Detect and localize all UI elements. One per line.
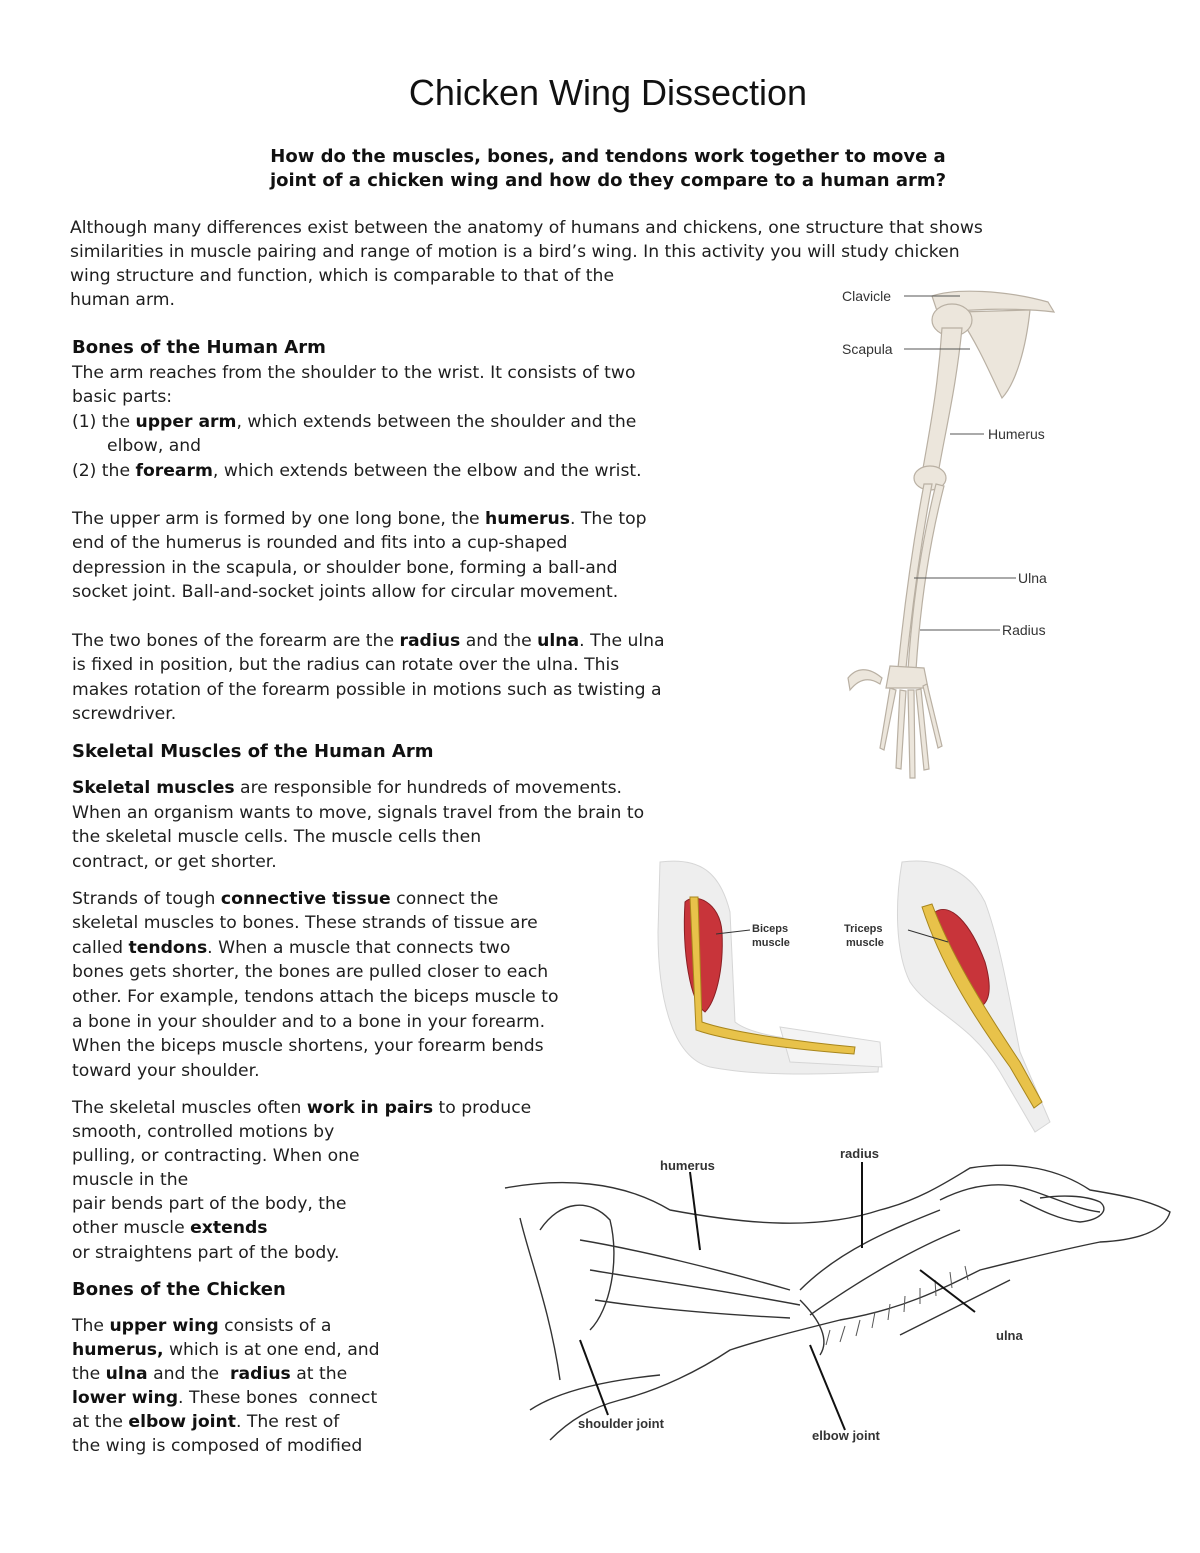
section-heading-skeletal-muscles: Skeletal Muscles of the Human Arm xyxy=(72,741,434,762)
paragraph-line: at the elbow joint. The rest of xyxy=(72,1412,340,1432)
paragraph-line: When the biceps muscle shortens, your forearm bends xyxy=(72,1036,544,1056)
guiding-question-line-2: joint of a chicken wing and how do they compare to a human arm? xyxy=(269,170,947,191)
label-humerus: humerus xyxy=(660,1158,715,1173)
paragraph-line: socket joint. Ball-and-socket joints allow for circular movement. xyxy=(72,582,619,602)
paragraph-line: smooth, controlled motions by xyxy=(72,1122,335,1142)
paragraph-line: lower wing. These bones connect xyxy=(72,1388,378,1408)
paragraph-line: end of the humerus is rounded and fits into a cup-shaped xyxy=(72,533,568,553)
paragraph-line: muscle in the xyxy=(72,1170,189,1190)
label-clavicle: Clavicle xyxy=(842,288,892,304)
paragraph-line: is fixed in position, but the radius can rotate over the ulna. This xyxy=(72,655,620,675)
list-item-upper-arm: (1) the upper arm, which extends between the shoulder and the xyxy=(72,412,637,432)
paragraph-line: bones gets shorter, the bones are pulled closer to each xyxy=(72,962,549,982)
label-radius: Radius xyxy=(1002,622,1046,638)
paragraph-line: basic parts: xyxy=(72,387,173,407)
list-item-forearm: (2) the forearm, which extends between the elbow and the wrist. xyxy=(72,461,642,481)
paragraph-line: pair bends part of the body, the xyxy=(72,1194,347,1214)
biceps-triceps-figure xyxy=(640,852,1130,1142)
intro-line: human arm. xyxy=(70,290,175,310)
paragraph-line: other. For example, tendons attach the biceps muscle to xyxy=(72,987,559,1007)
paragraph-line: Skeletal muscles are responsible for hundreds of movements. xyxy=(72,778,622,798)
chicken-wing-diagram xyxy=(500,1140,1180,1480)
label-ulna: Ulna xyxy=(1018,570,1047,586)
list-item-continuation: elbow, and xyxy=(107,436,202,456)
paragraph-line: screwdriver. xyxy=(72,704,177,724)
paragraph-line: the skeletal muscle cells. The muscle cells then xyxy=(72,827,482,847)
intro-line: Although many differences exist between the anatomy of humans and chickens, one structure that shows xyxy=(70,218,983,238)
paragraph-line: contract, or get shorter. xyxy=(72,852,277,872)
paragraph-line: When an organism wants to move, signals travel from the brain to xyxy=(72,803,645,823)
label-shoulder-joint: shoulder joint xyxy=(578,1416,664,1431)
label-biceps-line-1: Biceps xyxy=(752,923,789,935)
paragraph-line: or straightens part of the body. xyxy=(72,1243,340,1263)
paragraph-line: pulling, or contracting. When one xyxy=(72,1146,360,1166)
guiding-question-line-1: How do the muscles, bones, and tendons work together to move a xyxy=(270,146,946,167)
paragraph-line: the wing is composed of modified xyxy=(72,1436,363,1456)
paragraph-line: the ulna and the radius at the xyxy=(72,1364,348,1384)
paragraph-line: called tendons. When a muscle that connects two xyxy=(72,938,511,958)
paragraph-line: The upper wing consists of a xyxy=(72,1316,332,1336)
section-heading-bones-human-arm: Bones of the Human Arm xyxy=(72,337,326,358)
label-triceps-line-1: Triceps xyxy=(844,923,883,935)
label-scapula: Scapula xyxy=(842,341,893,357)
section-heading-bones-chicken: Bones of the Chicken xyxy=(72,1279,286,1300)
label-ulna: ulna xyxy=(996,1328,1023,1343)
paragraph-line: other muscle extends xyxy=(72,1218,268,1238)
paragraph-line: The two bones of the forearm are the radius and the ulna. The ulna xyxy=(72,631,665,651)
paragraph-line: a bone in your shoulder and to a bone in your forearm. xyxy=(72,1012,546,1032)
paragraph-line: toward your shoulder. xyxy=(72,1061,260,1081)
label-biceps-line-2: muscle xyxy=(752,937,790,949)
humerus-bone xyxy=(922,328,962,474)
label-humerus: Humerus xyxy=(988,426,1045,442)
label-triceps-line-2: muscle xyxy=(846,937,884,949)
paragraph-line: The upper arm is formed by one long bone, the humerus. The top xyxy=(72,509,647,529)
paragraph-line: The skeletal muscles often work in pairs to produce xyxy=(72,1098,532,1118)
paragraph-line: makes rotation of the forearm possible in motions such as twisting a xyxy=(72,680,662,700)
human-arm-skeleton-figure xyxy=(820,278,1070,798)
paragraph-line: depression in the scapula, or shoulder bone, forming a ball-and xyxy=(72,558,618,578)
label-radius: radius xyxy=(840,1146,880,1161)
skeleton-drawing xyxy=(848,291,1054,778)
paragraph-line: humerus, which is at one end, and xyxy=(72,1340,380,1360)
paragraph-line: The arm reaches from the shoulder to the wrist. It consists of two xyxy=(72,363,636,383)
paragraph-line: Strands of tough connective tissue connect the xyxy=(72,889,499,909)
intro-line: similarities in muscle pairing and range of motion is a bird’s wing. In this activity you will study chicken xyxy=(70,242,960,262)
paragraph-line: skeletal muscles to bones. These strands of tissue are xyxy=(72,913,538,933)
wrist-bones xyxy=(886,666,928,688)
page-title: Chicken Wing Dissection xyxy=(408,72,808,113)
biceps-muscle-drawing xyxy=(684,897,855,1054)
intro-line: wing structure and function, which is comparable to that of the xyxy=(70,266,615,286)
wing-outline xyxy=(505,1165,1170,1440)
label-elbow-joint: elbow joint xyxy=(812,1428,880,1443)
